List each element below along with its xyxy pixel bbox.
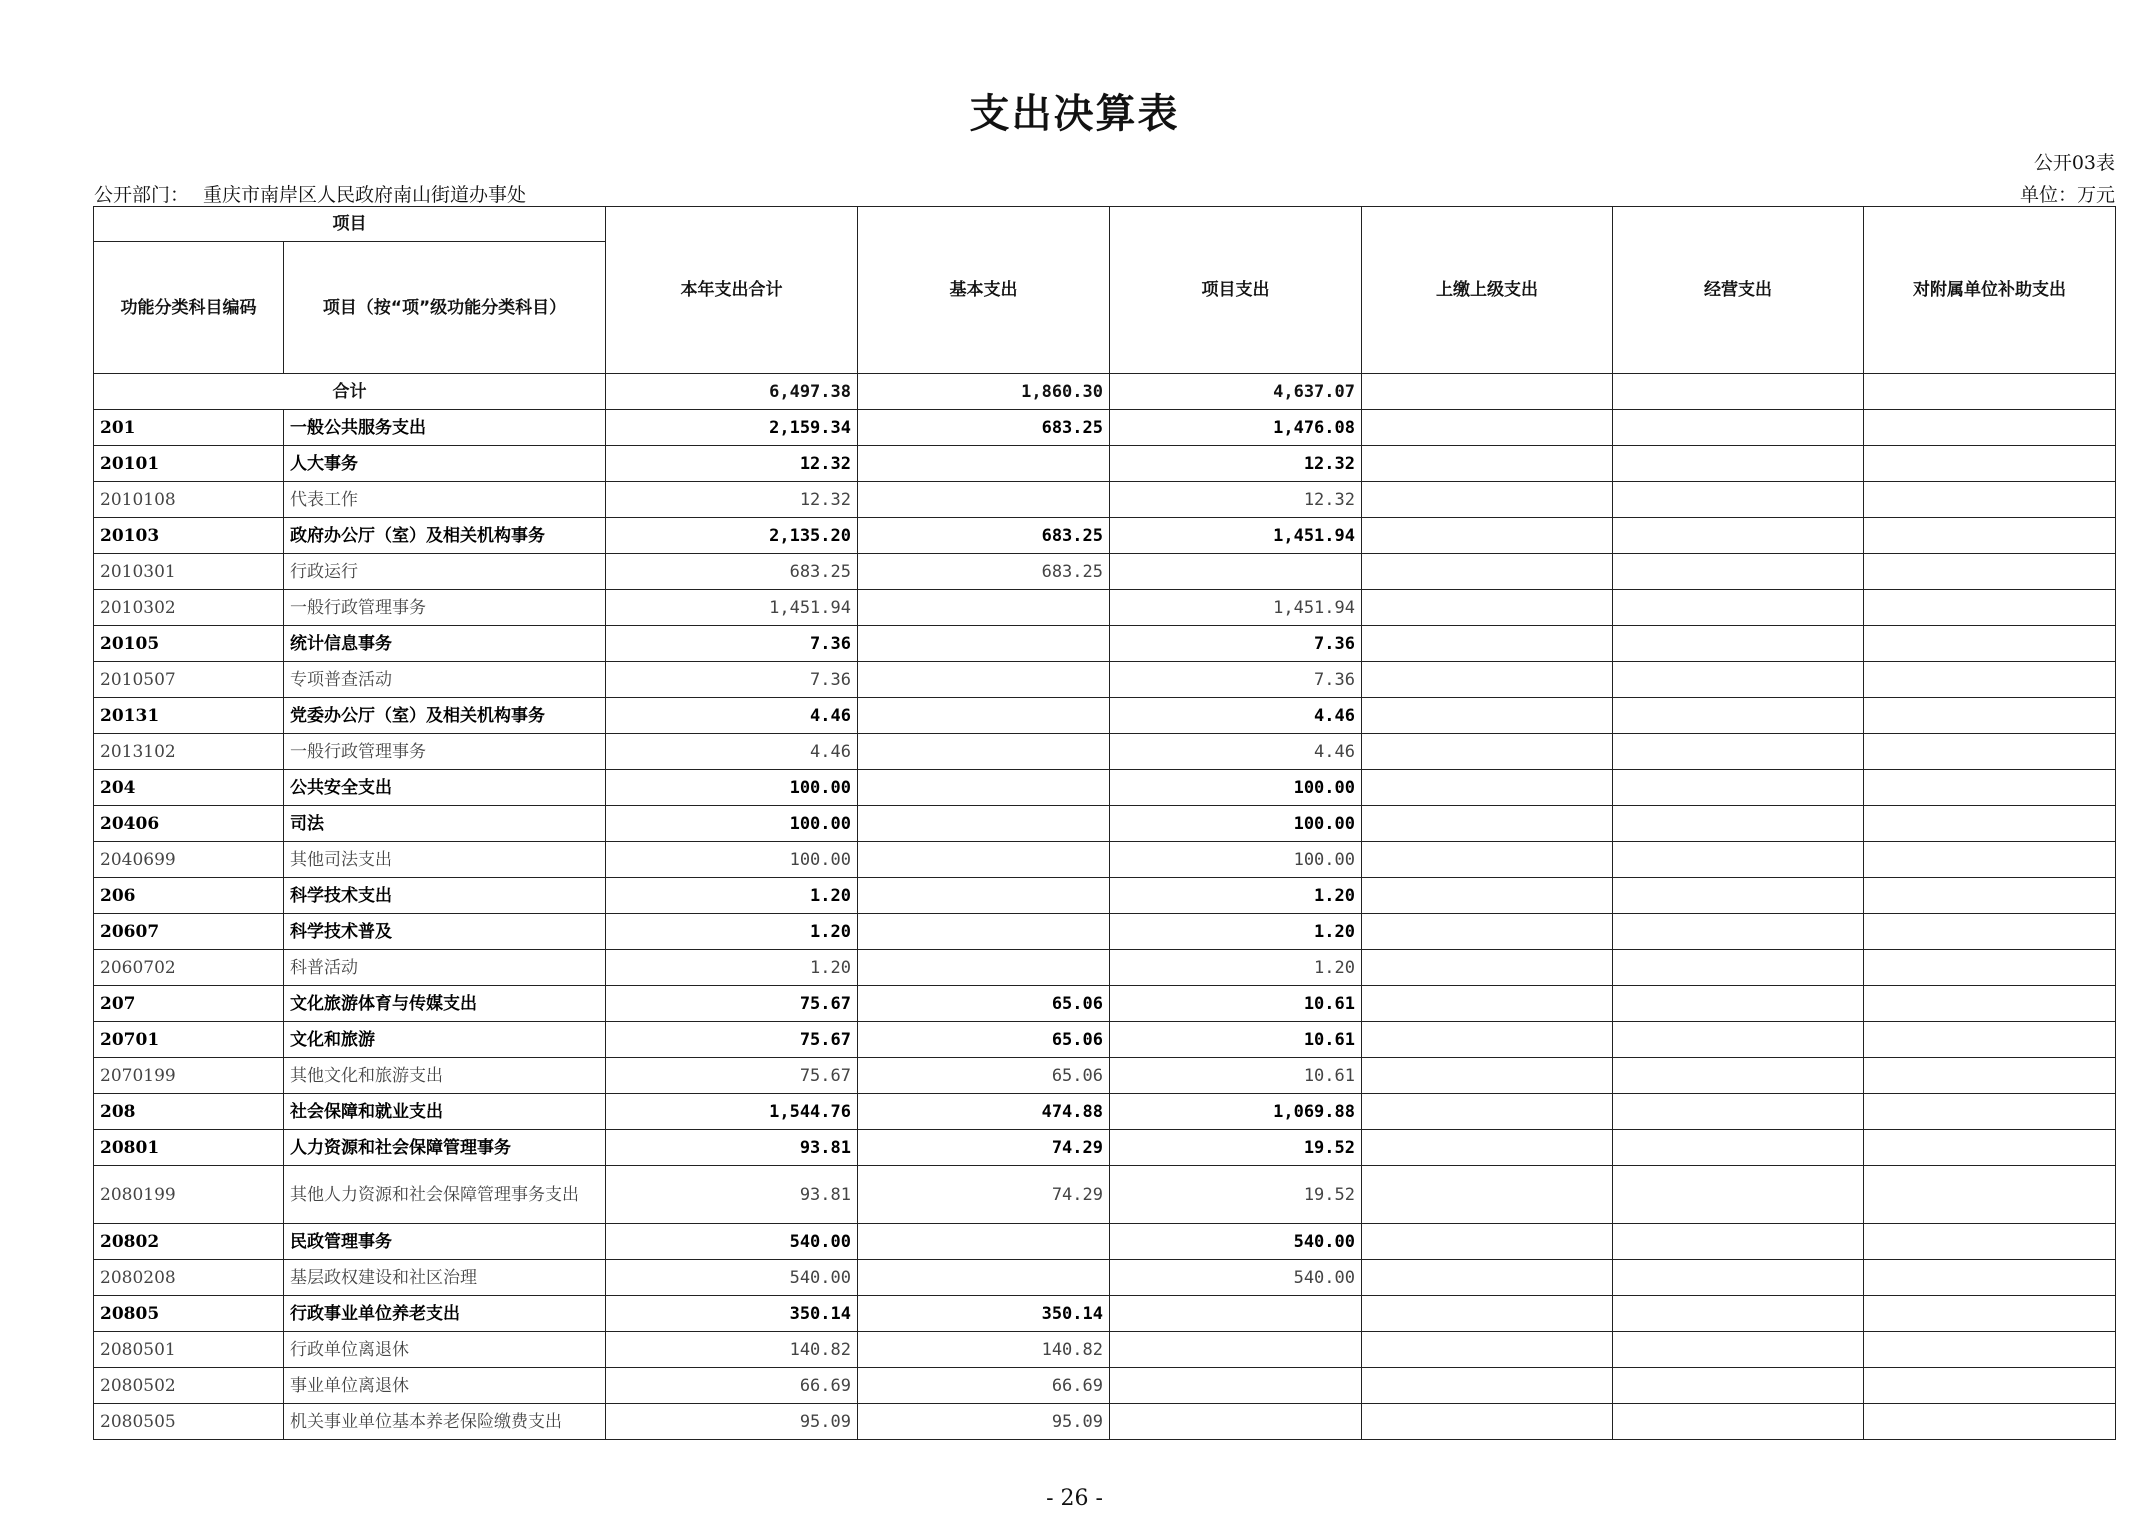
basic-cell (858, 1260, 1110, 1296)
total-cell: 95.09 (606, 1404, 858, 1440)
subsidy-cell (1864, 1332, 2116, 1368)
business-cell (1613, 950, 1864, 986)
code-cell: 20103 (94, 518, 284, 554)
table-row (94, 1332, 2116, 1368)
upper-cell (1362, 1260, 1613, 1296)
code-cell: 2010507 (94, 662, 284, 698)
total-cell: 100.00 (606, 770, 858, 806)
header-row-1 (94, 207, 2116, 242)
total-cell: 4.46 (606, 734, 858, 770)
basic-cell: 683.25 (858, 554, 1110, 590)
basic-cell: 65.06 (858, 1058, 1110, 1094)
table-row (94, 770, 2116, 806)
project-cell: 4.46 (1110, 734, 1362, 770)
total-cell: 75.67 (606, 986, 858, 1022)
table-row (94, 410, 2116, 446)
total-cell: 1,451.94 (606, 590, 858, 626)
upper-cell (1362, 986, 1613, 1022)
business-cell (1613, 986, 1864, 1022)
project-cell: 19.52 (1110, 1130, 1362, 1166)
header-code: 功能分类科目编码 (94, 242, 284, 374)
basic-cell (858, 842, 1110, 878)
table-row (94, 1166, 2116, 1224)
business-cell (1613, 446, 1864, 482)
code-cell: 208 (94, 1094, 284, 1130)
subsidy-cell (1864, 590, 2116, 626)
upper-cell (1362, 1058, 1613, 1094)
basic-cell (858, 446, 1110, 482)
project-cell: 7.36 (1110, 626, 1362, 662)
subsidy-cell (1864, 1094, 2116, 1130)
table-row (94, 986, 2116, 1022)
project-cell: 10.61 (1110, 986, 1362, 1022)
name-cell: 行政单位离退休 (284, 1332, 606, 1368)
upper-cell (1362, 410, 1613, 446)
code-cell: 2080501 (94, 1332, 284, 1368)
subsidy-cell (1864, 662, 2116, 698)
name-cell: 一般公共服务支出 (284, 410, 606, 446)
name-cell: 文化和旅游 (284, 1022, 606, 1058)
basic-cell (858, 626, 1110, 662)
business-cell (1613, 410, 1864, 446)
total-cell: 75.67 (606, 1058, 858, 1094)
name-cell: 文化旅游体育与传媒支出 (284, 986, 606, 1022)
subsidy-cell (1864, 878, 2116, 914)
total-cell: 350.14 (606, 1296, 858, 1332)
total-subsidy (1864, 374, 2116, 410)
project-cell: 1.20 (1110, 950, 1362, 986)
total-cell: 2,159.34 (606, 410, 858, 446)
total-cell: 12.32 (606, 482, 858, 518)
page-title: 支出决算表 (969, 91, 1180, 137)
basic-cell: 683.25 (858, 410, 1110, 446)
table-row (94, 878, 2116, 914)
table-row (94, 482, 2116, 518)
name-cell: 社会保障和就业支出 (284, 1094, 606, 1130)
code-cell: 20105 (94, 626, 284, 662)
code-cell: 2080505 (94, 1404, 284, 1440)
project-cell: 1.20 (1110, 878, 1362, 914)
total-cell: 683.25 (606, 554, 858, 590)
subsidy-cell (1864, 1368, 2116, 1404)
total-cell: 7.36 (606, 662, 858, 698)
total-upper (1362, 374, 1613, 410)
basic-cell (858, 878, 1110, 914)
subsidy-cell (1864, 1404, 2116, 1440)
code-cell: 20131 (94, 698, 284, 734)
code-cell: 20101 (94, 446, 284, 482)
table-row (94, 662, 2116, 698)
code-cell: 206 (94, 878, 284, 914)
project-cell: 1,451.94 (1110, 518, 1362, 554)
total-cell: 93.81 (606, 1166, 858, 1224)
business-cell (1613, 1296, 1864, 1332)
table-row (94, 1404, 2116, 1440)
table-row (94, 626, 2116, 662)
business-cell (1613, 1260, 1864, 1296)
business-cell (1613, 878, 1864, 914)
project-cell: 10.61 (1110, 1022, 1362, 1058)
basic-cell (858, 1224, 1110, 1260)
basic-cell (858, 482, 1110, 518)
project-cell (1110, 1332, 1362, 1368)
basic-cell: 350.14 (858, 1296, 1110, 1332)
basic-cell: 65.06 (858, 986, 1110, 1022)
name-cell: 基层政权建设和社区治理 (284, 1260, 606, 1296)
total-cell: 12.32 (606, 446, 858, 482)
total-cell: 2,135.20 (606, 518, 858, 554)
code-cell: 20805 (94, 1296, 284, 1332)
table-row (94, 590, 2116, 626)
basic-cell (858, 770, 1110, 806)
project-cell (1110, 1296, 1362, 1332)
business-cell (1613, 590, 1864, 626)
code-cell: 2010108 (94, 482, 284, 518)
project-cell: 7.36 (1110, 662, 1362, 698)
basic-cell (858, 950, 1110, 986)
name-cell: 统计信息事务 (284, 626, 606, 662)
basic-cell (858, 662, 1110, 698)
table-row (94, 518, 2116, 554)
business-cell (1613, 698, 1864, 734)
business-cell (1613, 770, 1864, 806)
basic-cell (858, 590, 1110, 626)
total-cell: 540.00 (606, 1224, 858, 1260)
business-cell (1613, 1332, 1864, 1368)
code-cell: 20802 (94, 1224, 284, 1260)
code-cell: 2080199 (94, 1166, 284, 1224)
subsidy-cell (1864, 734, 2116, 770)
total-cell: 93.81 (606, 1130, 858, 1166)
page-number: - 26 - (1046, 1486, 1103, 1511)
code-cell: 2010301 (94, 554, 284, 590)
project-cell: 540.00 (1110, 1224, 1362, 1260)
code-cell: 20801 (94, 1130, 284, 1166)
table-row (94, 842, 2116, 878)
department-line (94, 180, 526, 207)
name-cell: 其他文化和旅游支出 (284, 1058, 606, 1094)
business-cell (1613, 1166, 1864, 1224)
subsidy-cell (1864, 1130, 2116, 1166)
upper-cell (1362, 626, 1613, 662)
table-row (94, 554, 2116, 590)
project-cell: 100.00 (1110, 806, 1362, 842)
project-cell (1110, 1404, 1362, 1440)
table-row (94, 1260, 2116, 1296)
name-cell: 科普活动 (284, 950, 606, 986)
upper-cell (1362, 806, 1613, 842)
subsidy-cell (1864, 986, 2116, 1022)
upper-cell (1362, 770, 1613, 806)
subsidy-cell (1864, 554, 2116, 590)
basic-cell (858, 806, 1110, 842)
code-cell: 204 (94, 770, 284, 806)
upper-cell (1362, 662, 1613, 698)
upper-cell (1362, 590, 1613, 626)
project-cell: 10.61 (1110, 1058, 1362, 1094)
name-cell: 人力资源和社会保障管理事务 (284, 1130, 606, 1166)
upper-cell (1362, 1368, 1613, 1404)
name-cell: 事业单位离退休 (284, 1368, 606, 1404)
unit-label: 单位：万元 (2019, 184, 2115, 206)
basic-cell: 74.29 (858, 1130, 1110, 1166)
basic-cell: 95.09 (858, 1404, 1110, 1440)
total-label: 合计 (94, 374, 606, 410)
total-cell: 75.67 (606, 1022, 858, 1058)
table-row (94, 1368, 2116, 1404)
total-total: 6,497.38 (606, 374, 858, 410)
name-cell: 司法 (284, 806, 606, 842)
upper-cell (1362, 1332, 1613, 1368)
name-cell: 科学技术普及 (284, 914, 606, 950)
total-cell: 7.36 (606, 626, 858, 662)
total-cell: 1.20 (606, 878, 858, 914)
upper-cell (1362, 554, 1613, 590)
form-number: 公开03表 (2033, 152, 2115, 174)
project-cell: 1,451.94 (1110, 590, 1362, 626)
subsidy-cell (1864, 410, 2116, 446)
name-cell: 党委办公厅（室）及相关机构事务 (284, 698, 606, 734)
project-cell (1110, 554, 1362, 590)
header-project: 项目支出 (1110, 207, 1362, 374)
name-cell: 公共安全支出 (284, 770, 606, 806)
total-cell: 1.20 (606, 914, 858, 950)
code-cell: 20701 (94, 1022, 284, 1058)
table-row (94, 446, 2116, 482)
table-row (94, 1130, 2116, 1166)
name-cell: 一般行政管理事务 (284, 590, 606, 626)
subsidy-cell (1864, 914, 2116, 950)
business-cell (1613, 1130, 1864, 1166)
subsidy-cell (1864, 950, 2116, 986)
code-cell: 2010302 (94, 590, 284, 626)
project-cell: 12.32 (1110, 482, 1362, 518)
header-basic: 基本支出 (858, 207, 1110, 374)
code-cell: 2060702 (94, 950, 284, 986)
upper-cell (1362, 698, 1613, 734)
business-cell (1613, 482, 1864, 518)
header-project-group: 项目 (94, 207, 606, 242)
subsidy-cell (1864, 806, 2116, 842)
business-cell (1613, 914, 1864, 950)
total-cell: 4.46 (606, 698, 858, 734)
name-cell: 民政管理事务 (284, 1224, 606, 1260)
upper-cell (1362, 482, 1613, 518)
subsidy-cell (1864, 626, 2116, 662)
business-cell (1613, 518, 1864, 554)
upper-cell (1362, 518, 1613, 554)
table-row (94, 698, 2116, 734)
upper-cell (1362, 1094, 1613, 1130)
table-row (94, 1296, 2116, 1332)
name-cell: 科学技术支出 (284, 878, 606, 914)
basic-cell: 65.06 (858, 1022, 1110, 1058)
subsidy-cell (1864, 1260, 2116, 1296)
expenditure-table (93, 206, 2116, 1440)
total-cell: 1,544.76 (606, 1094, 858, 1130)
project-cell: 4.46 (1110, 698, 1362, 734)
basic-cell: 66.69 (858, 1368, 1110, 1404)
table-row (94, 1094, 2116, 1130)
project-cell: 100.00 (1110, 770, 1362, 806)
table-row (94, 950, 2116, 986)
code-cell: 20607 (94, 914, 284, 950)
upper-cell (1362, 1296, 1613, 1332)
total-cell: 1.20 (606, 950, 858, 986)
business-cell (1613, 626, 1864, 662)
total-basic: 1,860.30 (858, 374, 1110, 410)
table-row (94, 734, 2116, 770)
table-row (94, 1224, 2116, 1260)
department-label: 公开部门： (94, 184, 190, 206)
header-total: 本年支出合计 (606, 207, 858, 374)
total-business (1613, 374, 1864, 410)
business-cell (1613, 1224, 1864, 1260)
subsidy-cell (1864, 1224, 2116, 1260)
total-cell: 140.82 (606, 1332, 858, 1368)
header-subsidy: 对附属单位补助支出 (1864, 207, 2116, 374)
business-cell (1613, 842, 1864, 878)
subsidy-cell (1864, 1166, 2116, 1224)
total-cell: 66.69 (606, 1368, 858, 1404)
name-cell: 行政运行 (284, 554, 606, 590)
subsidy-cell (1864, 770, 2116, 806)
business-cell (1613, 1404, 1864, 1440)
basic-cell: 140.82 (858, 1332, 1110, 1368)
subsidy-cell (1864, 842, 2116, 878)
total-project: 4,637.07 (1110, 374, 1362, 410)
name-cell: 专项普查活动 (284, 662, 606, 698)
business-cell (1613, 1368, 1864, 1404)
subsidy-cell (1864, 482, 2116, 518)
total-cell: 100.00 (606, 842, 858, 878)
subsidy-cell (1864, 1296, 2116, 1332)
total-row (94, 374, 2116, 410)
project-cell: 100.00 (1110, 842, 1362, 878)
business-cell (1613, 734, 1864, 770)
header-name: 项目（按“项”级功能分类科目） (284, 242, 606, 374)
table-row (94, 806, 2116, 842)
basic-cell: 474.88 (858, 1094, 1110, 1130)
project-cell: 1,476.08 (1110, 410, 1362, 446)
table-row (94, 1022, 2116, 1058)
table-row (94, 1058, 2116, 1094)
code-cell: 2040699 (94, 842, 284, 878)
name-cell: 一般行政管理事务 (284, 734, 606, 770)
basic-cell (858, 734, 1110, 770)
upper-cell (1362, 734, 1613, 770)
code-cell: 2080502 (94, 1368, 284, 1404)
upper-cell (1362, 914, 1613, 950)
name-cell: 行政事业单位养老支出 (284, 1296, 606, 1332)
business-cell (1613, 1022, 1864, 1058)
code-cell: 201 (94, 410, 284, 446)
upper-cell (1362, 1022, 1613, 1058)
business-cell (1613, 1058, 1864, 1094)
basic-cell (858, 698, 1110, 734)
code-cell: 207 (94, 986, 284, 1022)
header-upper: 上缴上级支出 (1362, 207, 1613, 374)
subsidy-cell (1864, 446, 2116, 482)
header-business: 经营支出 (1613, 207, 1864, 374)
subsidy-cell (1864, 518, 2116, 554)
business-cell (1613, 1094, 1864, 1130)
table-row (94, 914, 2116, 950)
basic-cell: 683.25 (858, 518, 1110, 554)
project-cell (1110, 1368, 1362, 1404)
project-cell: 19.52 (1110, 1166, 1362, 1224)
project-cell: 540.00 (1110, 1260, 1362, 1296)
name-cell: 机关事业单位基本养老保险缴费支出 (284, 1404, 606, 1440)
name-cell: 其他人力资源和社会保障管理事务支出 (284, 1166, 606, 1224)
upper-cell (1362, 1166, 1613, 1224)
upper-cell (1362, 1404, 1613, 1440)
upper-cell (1362, 1130, 1613, 1166)
code-cell: 2070199 (94, 1058, 284, 1094)
name-cell: 其他司法支出 (284, 842, 606, 878)
basic-cell: 74.29 (858, 1166, 1110, 1224)
business-cell (1613, 554, 1864, 590)
code-cell: 2013102 (94, 734, 284, 770)
project-cell: 12.32 (1110, 446, 1362, 482)
project-cell: 1,069.88 (1110, 1094, 1362, 1130)
total-cell: 540.00 (606, 1260, 858, 1296)
business-cell (1613, 662, 1864, 698)
subsidy-cell (1864, 698, 2116, 734)
upper-cell (1362, 446, 1613, 482)
name-cell: 代表工作 (284, 482, 606, 518)
basic-cell (858, 914, 1110, 950)
subsidy-cell (1864, 1058, 2116, 1094)
code-cell: 2080208 (94, 1260, 284, 1296)
project-cell: 1.20 (1110, 914, 1362, 950)
business-cell (1613, 806, 1864, 842)
upper-cell (1362, 950, 1613, 986)
total-cell: 100.00 (606, 806, 858, 842)
upper-cell (1362, 842, 1613, 878)
upper-cell (1362, 1224, 1613, 1260)
code-cell: 20406 (94, 806, 284, 842)
subsidy-cell (1864, 1022, 2116, 1058)
upper-cell (1362, 878, 1613, 914)
name-cell: 人大事务 (284, 446, 606, 482)
name-cell: 政府办公厅（室）及相关机构事务 (284, 518, 606, 554)
department-name: 重庆市南岸区人民政府南山街道办事处 (203, 184, 527, 206)
